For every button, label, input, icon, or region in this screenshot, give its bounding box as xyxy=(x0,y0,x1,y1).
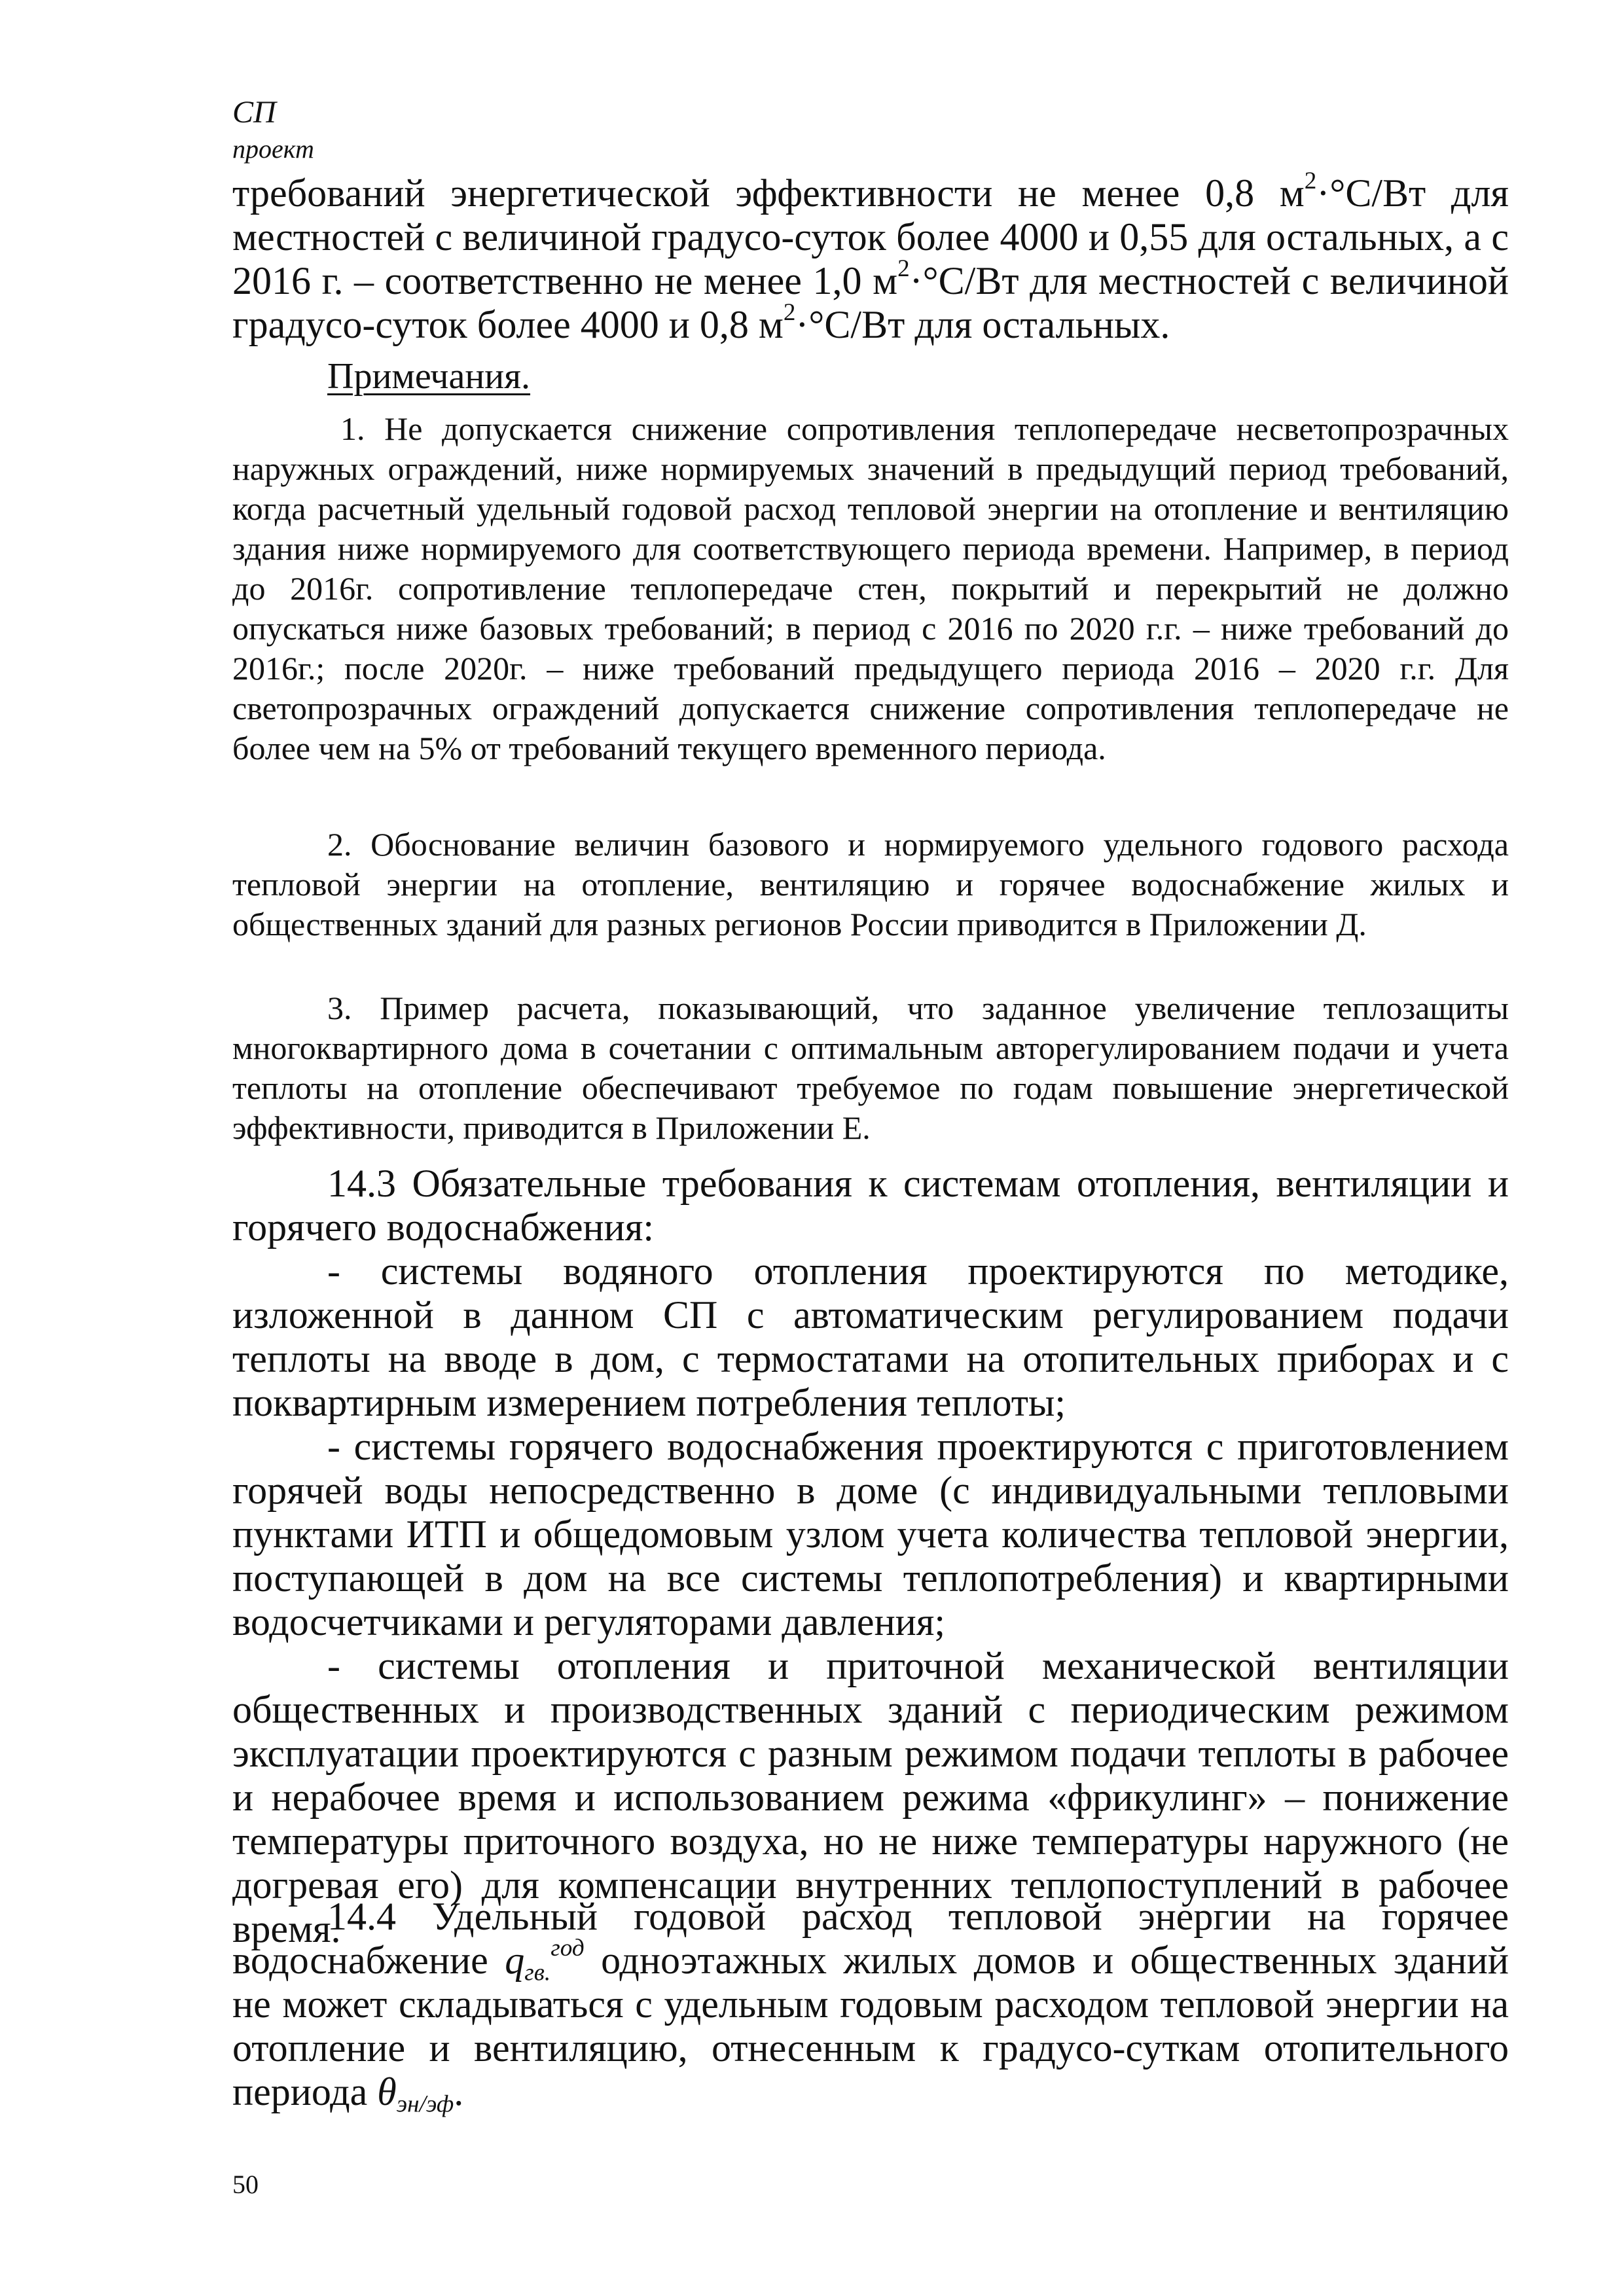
intro-paragraph: требований энергетической эффективности не менее 0,8 $м^2\cdot^\circ С/Вт$ для местностей с величиной градусо-суток более 4000 и 0,55 для остальных, а с 2016 г. – соответственно не менее 1,0 $м^2\cdot^\circ С/Вт$ для местностей с величиной градусо-суток более 4000 и 0,8 $м^2\cdot^\circ С/Вт$ для остальных. xyxy=(232,168,1509,346)
page-number: 50 xyxy=(232,2170,259,2199)
header-code: СП xyxy=(232,95,276,130)
theta-symbol: θ xyxy=(377,2070,397,2113)
list-item: - системы водяного отопления проектируются по методике, изложенной в данном СП с автоматическим регулированием подачи теплоты на вводе в дом, с термостатами на отопительных приборах и с поквартирным измерением потребления теплоты; xyxy=(232,1249,1509,1424)
note-1: 1. Не допускается снижение сопротивления теплопередаче несветопрозрачных наружных ограждений, ниже нормируемых значений в предыдущий период требований, когда расчетный удельный годовой расход тепловой энергии на отопление и вентиляцию здания ниже нормируемого для соответствующего периода времени. Например, в период до 2016г. сопротивление теплопередаче стен, покрытий и перекрытий не должно опускаться ниже базовых требований; в период с 2016 по 2020 г.г. – ниже требований до 2016г.; после 2020г. – ниже требований предыдущего периода 2016 – 2020 г.г. Для светопрозрачных ограждений допускается снижение сопротивления теплопередаче не более чем на 5% от требований текущего временного периода. xyxy=(232,410,1509,766)
note-3: 3. Пример расчета, показывающий, что заданное увеличение теплозащиты многоквартирного дома в сочетании с оптимальным авторегулированием подачи и учета теплоты на отопление обеспечивают требуемое по годам повышение энергетической эффективности, приводится в Приложении Е. xyxy=(232,990,1509,1146)
list-item: - системы горячего водоснабжения проектируются с приготовлением горячей воды непосредственно в доме (с индивидуальными тепловыми пунктами ИТП и общедомовым узлом учета количества тепловой энергии, поступающей в дом на все системы теплопотребления) и квартирными водосчетчиками и регуляторами давления; xyxy=(232,1425,1509,1643)
header-status: проект xyxy=(232,134,314,164)
notes-title: Примечания. xyxy=(327,356,531,397)
note-2: 2. Обоснование величин базового и нормируемого удельного годового расхода тепловой энергии на отопление, вентиляцию и горячее водоснабжение жилых и общественных зданий для разных регионов России приводится в Приложении Д. xyxy=(232,826,1509,942)
section-14-3-heading: 14.3 Обязательные требования к системам отопления, вентиляции и горячего водоснабжения: xyxy=(232,1162,1509,1249)
q-symbol: q xyxy=(505,1939,525,1982)
list-item: - системы отопления и приточной механической вентиляции общественных и производственных зданий с периодическим режимом эксплуатации проектируются с разным режимом подачи теплоты в рабочее и нерабочее время и использованием режима «фрикулинг» – понижение температуры приточного воздуха, но не ниже температуры наружного (не догревая его) для компенсации внутренних теплопоступлений в рабочее время. xyxy=(232,1644,1509,1950)
section-14-4: 14.4 Удельный годовой расход тепловой энергии на горячее водоснабжение $q_{гв.}^{год}$ одноэтажных жилых домов и общественных зданий не может складываться с удельным годовым расходом тепловой энергии на отопление и вентиляцию, отнесенным к градусо-суткам отопительного периода $\theta_{эн/эф}$. xyxy=(232,1895,1509,2118)
section-14-3 xyxy=(232,1162,1509,1951)
